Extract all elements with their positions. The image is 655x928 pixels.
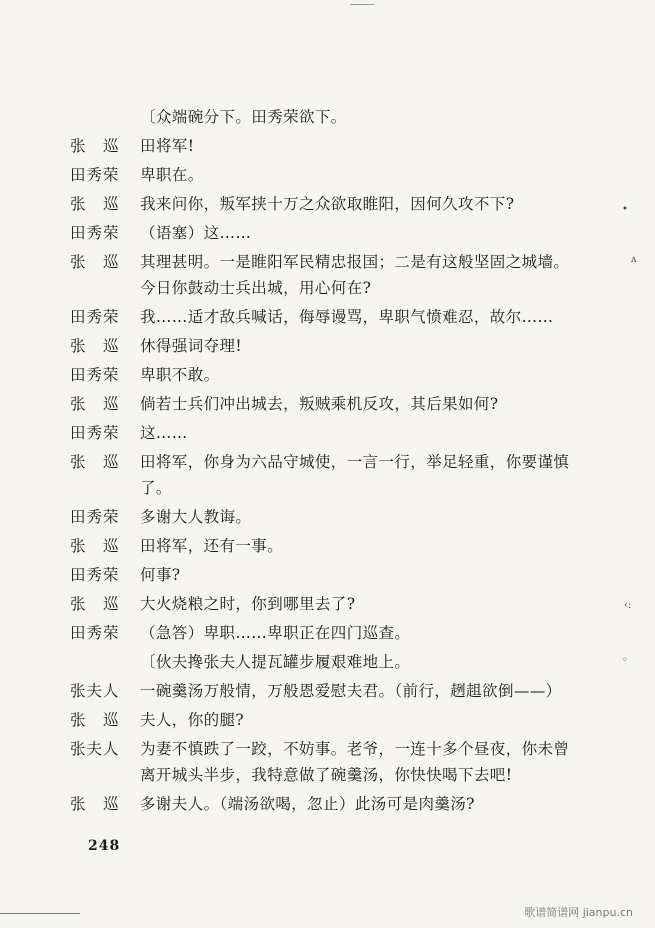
dialogue-text: 田将军!: [140, 137, 195, 155]
speaker-name: 田秀荣: [70, 424, 120, 442]
speaker-name: 田秀荣: [70, 366, 120, 384]
speaker-name: 张 巡: [70, 595, 120, 613]
dialogue-line: [70, 707, 570, 733]
dialogue-text: 其理甚明。一是睢阳军民精忠报国；二是有这般坚固之城墙。今日你鼓动士兵出城，用心何在?: [140, 253, 570, 297]
bottom-scan-mark: [0, 913, 80, 914]
stage-direction: 〔伙夫搀张夫人提瓦罐步履艰难地上。: [140, 653, 411, 671]
top-scan-mark: [350, 4, 374, 5]
margin-mark: ‹:: [624, 600, 632, 611]
speaker-name: 张 巡: [70, 711, 120, 729]
dialogue-text: 休得强词夺理!: [140, 337, 243, 355]
dialogue-line: [70, 249, 570, 301]
speaker-name: 张 巡: [70, 537, 120, 555]
dialogue-line: [70, 391, 570, 417]
dialogue-line: [70, 220, 570, 246]
dialogue-text: （语塞）这……: [140, 224, 252, 242]
speaker-name: 张 巡: [70, 337, 120, 355]
dialogue-text: 田将军，你身为六品守城使，一言一行，举足轻重，你要谨慎了。: [140, 453, 570, 497]
dialogue-line: [70, 562, 570, 588]
dialogue-text: 夫人，你的腿?: [140, 711, 245, 729]
dialogue-text: 卑职不敢。: [140, 366, 220, 384]
dialogue-text: 为妻不慎跌了一跤，不妨事。老爷，一连十多个昼夜，你未曾离开城头半步，我特意做了碗羹汤，你快快喝下去吧!: [140, 740, 570, 784]
page-number: 248: [88, 838, 121, 854]
speaker-name: 张 巡: [70, 253, 120, 271]
dialogue-line: [70, 736, 570, 788]
dialogue-line: [70, 620, 570, 646]
dialogue-text: 田将军，还有一事。: [140, 537, 284, 555]
margin-mark: ʌ: [631, 254, 637, 265]
dialogue-line: [70, 504, 570, 530]
stage-direction: 〔众端碗分下。田秀荣欲下。: [140, 108, 347, 126]
speaker-name: 田秀荣: [70, 308, 120, 326]
dialogue-text: 卑职在。: [140, 166, 204, 184]
dialogue-line: [70, 533, 570, 559]
dialogue-text: 倘若士兵们冲出城去，叛贼乘机反攻，其后果如何?: [140, 395, 499, 413]
script-body: [70, 104, 570, 817]
dialogue-text: 这……: [140, 424, 188, 442]
dialogue-line: [70, 362, 570, 388]
speaker-name: 张夫人: [70, 682, 120, 700]
speaker-name: 张夫人: [70, 740, 120, 758]
dialogue-text: 一碗羹汤万般情，万般恩爱慰夫君。（前行，趔趄欲倒——）: [140, 682, 562, 700]
dialogue-line: [70, 420, 570, 446]
margin-mark: ◦: [622, 655, 628, 666]
dialogue-text: （急答）卑职……卑职正在四门巡查。: [140, 624, 411, 642]
speaker-name: 田秀荣: [70, 624, 120, 642]
dialogue-line: [70, 133, 570, 159]
dialogue-line: [70, 333, 570, 359]
dialogue-text: 我来问你，叛军挟十万之众欲取睢阳，因何久攻不下?: [140, 195, 515, 213]
speaker-name: 张 巡: [70, 195, 120, 213]
dialogue-text: 多谢夫人。（端汤欲喝，忽止）此汤可是肉羹汤?: [140, 795, 475, 813]
speaker-name: 张 巡: [70, 395, 120, 413]
dialogue-text: 大火烧粮之时，你到哪里去了?: [140, 595, 356, 613]
dialogue-text: 何事?: [140, 566, 181, 584]
dialogue-line: [70, 449, 570, 501]
margin-mark: •: [622, 204, 628, 215]
watermark: 歌谱简谱网 jianpu.cn: [524, 906, 633, 919]
dialogue-line: [70, 191, 570, 217]
dialogue-line: [70, 162, 570, 188]
dialogue-line: [70, 791, 570, 817]
speaker-name: 田秀荣: [70, 566, 120, 584]
dialogue-line: [70, 591, 570, 617]
dialogue-text: 多谢大人教诲。: [140, 508, 252, 526]
speaker-name: 张 巡: [70, 795, 120, 813]
speaker-name: 田秀荣: [70, 166, 120, 184]
dialogue-line: [70, 678, 570, 704]
speaker-name: 田秀荣: [70, 224, 120, 242]
dialogue-text: 我……适才敌兵喊话，侮辱谩骂，卑职气愤难忍，故尔……: [140, 308, 554, 326]
speaker-name: 张 巡: [70, 453, 120, 471]
dialogue-line: [70, 304, 570, 330]
speaker-name: 张 巡: [70, 137, 120, 155]
speaker-name: 田秀荣: [70, 508, 120, 526]
